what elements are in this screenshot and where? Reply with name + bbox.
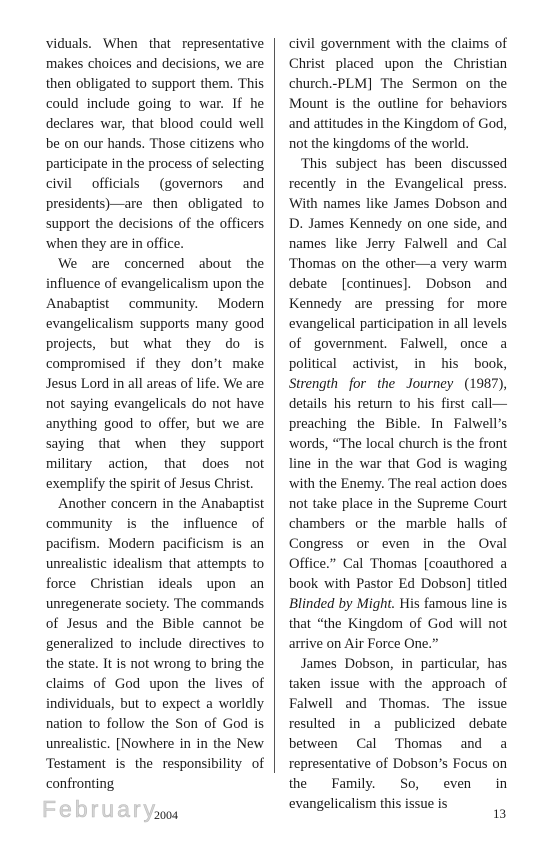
book-title-blinded-by-might: Blinded by Might. <box>289 596 396 612</box>
right-paragraph-2-part-a: This subject has been discussed recently in the Evangelical press. With names like James Dobson and D. James Kennedy on one side, and names like Jerry Falwell and Cal Thomas on the other—a very warm debate [continues]. Dobson and Kennedy are pressing for more evangelical participation in all levels of government. Falwell, once a political activist, in his book, <box>289 156 507 372</box>
book-title-strength-for-the-journey: Strength for the Journey <box>289 376 454 392</box>
right-paragraph-2-part-c: His famous line is that “the Kingdom of God will not arrive on Air Force One.” <box>289 596 507 652</box>
footer-year: 2004 <box>154 808 178 822</box>
right-paragraph-3: James Dobson, in particular, has taken issue with the approach of Falwell and Thomas. The issue resulted in a publicized debate between Cal Thomas and a representative of Dobson’s Focus on the Family. So, even in evangelicalism this issue is <box>289 656 507 812</box>
left-paragraph-2: We are concerned about the influence of evangelicalism upon the Anabaptist community. Modern evangelicalism supports many good projects, but what they do is compromised if they don’t make Jesus Lord in all areas of life. We are not saying evangelicals do not have anything good to offer, but we are saying that when they support military action, that does not exemplify the spirit of Jesus Christ. <box>46 256 264 492</box>
page-number: 13 <box>493 806 506 821</box>
footer-month: February <box>42 796 159 822</box>
left-paragraph-3: Another concern in the Anabaptist community is the influence of pacifism. Modern pacificism is an unrealistic idealism that attempts to force Christian ideals upon an unregenerate society. The commands of Jesus and the Bible cannot be generalized to include directives to the state. It is not wrong to bring the claims of God upon the lives of individuals, but to expect a worldly nation to follow the Son of God is unrealistic. [Nowhere in in the New Testament is the responsibility of confronting <box>46 496 264 792</box>
right-column <box>289 34 507 814</box>
column-divider <box>274 38 275 773</box>
left-paragraph-1: viduals. When that representative makes choices and decisions, we are then obligated to support them. This could include going to war. If he declares war, that blood could well be on our hands. Those citizens who participate in the process of selecting civil officials (governors and presidents)—are then obligated to support the decisions of the officers when they are in office. <box>46 36 264 252</box>
right-paragraph-2 <box>289 154 507 654</box>
left-column <box>46 34 264 794</box>
right-paragraph-1: civil government with the claims of Christ placed upon the Christian church.-PLM] The Sermon on the Mount is the outline for behaviors and attitudes in the Kingdom of God, not the kingdoms of the world. <box>289 36 507 152</box>
right-paragraph-2-part-b: (1987), details his return to his first call—preaching the Bible. In Falwell’s words, “The local church is the front line in the war that God is waging with the Enemy. The real action does not take place in the Supreme Court chambers or the marble halls of Congress or even in the Oval Office.” Cal Thomas [coauthored a book with Pastor Ed Dobson] titled <box>289 376 507 592</box>
